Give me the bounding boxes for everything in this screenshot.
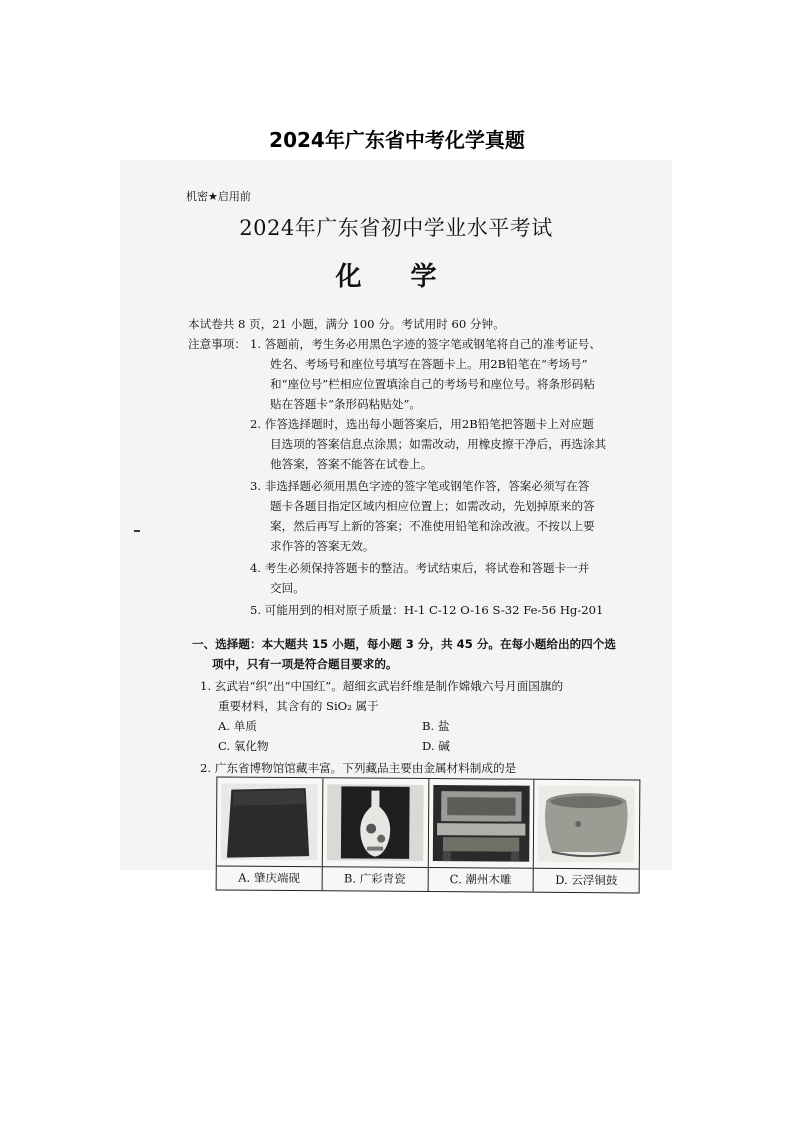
notice-line: 1. 答题前，考生务必用黑色字迹的签字笔或钢笔将自己的准考证号、	[250, 337, 601, 351]
notice-line: 交回。	[270, 581, 305, 595]
question-1: 1. 玄武岩“织”出“中国红”。超细玄武岩纤维是制作嫦娥六号月面国旗的	[200, 679, 564, 693]
artifact-options-table	[216, 777, 641, 894]
q1-option-b: B. 盐	[422, 719, 450, 733]
option-c-caption: C. 潮州木雕	[428, 867, 533, 888]
confidential-label: 机密★启用前	[186, 190, 251, 203]
notice-label: 注意事项：	[188, 337, 246, 351]
exam-title: 2024年广东省初中学业水平考试	[239, 216, 553, 240]
q1-option-a: A. 单质	[218, 719, 257, 733]
notice-line: 贴在答题卡“条形码粘贴处”。	[270, 397, 421, 411]
section-1-heading-cont: 项中，只有一项是符合题目要求的。	[212, 657, 398, 671]
notice-line: 4. 考生必须保持答题卡的整洁。考试结束后，将试卷和答题卡一并	[250, 561, 590, 575]
notice-line: 5. 可能用到的相对原子质量：H-1 C-12 O-16 S-32 Fe-56 Hg-201	[250, 603, 604, 617]
porcelain-vase-image	[327, 784, 424, 861]
notice-line: 和“座位号”栏相应位置填涂自己的考场号和座位号。将条形码粘	[270, 377, 595, 391]
option-a-caption: A. 肇庆端砚	[217, 866, 322, 887]
option-d-caption: D. 云浮铜鼓	[534, 868, 639, 889]
q1-option-d: D. 碱	[422, 739, 450, 753]
notice-line: 题卡各题目指定区域内相应位置上；如需改动，先划掉原来的答	[270, 499, 595, 513]
scan-speck	[134, 530, 140, 532]
notice-line: 3. 非选择题必须用黑色字迹的签字笔或钢笔作答，答案必须写在答	[250, 479, 590, 493]
notice-line: 2. 作答选择题时，选出每小题答案后，用2B铅笔把答题卡上对应题	[250, 417, 594, 431]
question-1-cont: 重要材料，其含有的 SiO₂ 属于	[218, 699, 379, 713]
question-2: 2. 广东省博物馆馆藏丰富。下列藏品主要由金属材料制成的是	[200, 761, 517, 775]
notice-line: 姓名、考场号和座位号填写在答题卡上。用2B铅笔在“考场号”	[270, 357, 588, 371]
notice-line: 求作答的答案无效。	[270, 539, 375, 553]
subject-title: 化 学	[335, 262, 457, 292]
bronze-drum-image	[538, 786, 635, 863]
artifact-cell-b	[322, 778, 429, 891]
option-b-caption: B. 广彩青瓷	[322, 866, 427, 887]
artifact-cell-d	[534, 780, 640, 893]
artifact-cell-a	[217, 778, 324, 891]
q1-option-c: C. 氧化物	[218, 739, 269, 753]
artifact-cell-c	[428, 779, 535, 892]
exam-intro: 本试卷共 8 页，21 小题，满分 100 分。考试用时 60 分钟。	[188, 317, 505, 331]
section-1-heading: 一、选择题：本大题共 15 小题，每小题 3 分，共 45 分。在每小题给出的四个选	[192, 637, 616, 651]
notice-line: 他答案，答案不能答在试卷上。	[270, 457, 433, 471]
document-title: 2024年广东省中考化学真题	[269, 128, 525, 152]
wood-carving-image	[433, 785, 530, 862]
notice-line: 案，然后再写上新的答案；不准使用铅笔和涂改液。不按以上要	[270, 519, 595, 533]
inkstone-image	[221, 784, 318, 861]
notice-line: 目选项的答案信息点涂黑；如需改动，用橡皮擦干净后，再选涂其	[270, 437, 607, 451]
scanned-exam-page	[120, 160, 672, 888]
